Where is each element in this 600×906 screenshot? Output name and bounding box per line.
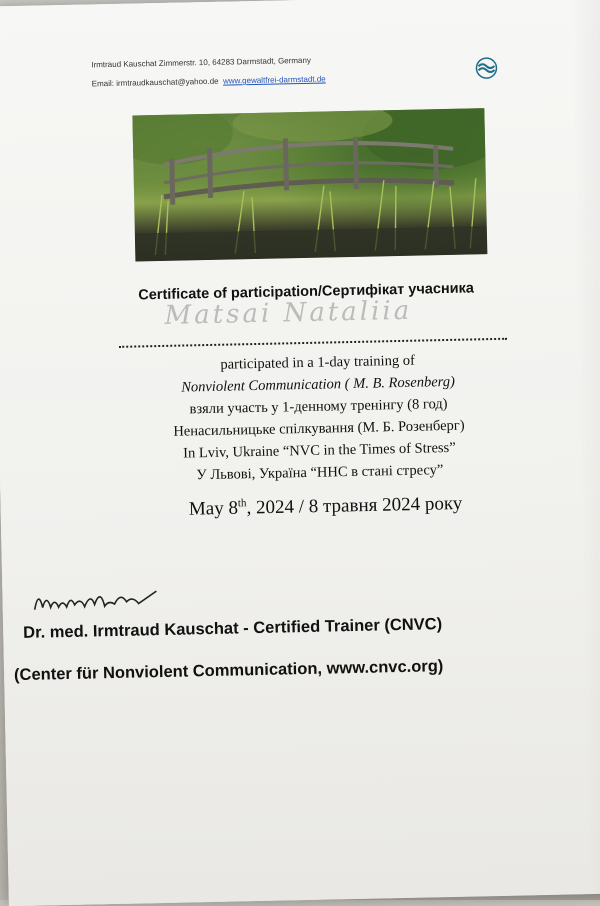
date-day: May 8 — [188, 497, 239, 520]
letterhead — [91, 55, 326, 88]
website-link[interactable]: www.gewaltfrei-darmstadt.de — [222, 74, 326, 86]
email-label: Email: — [91, 78, 115, 89]
garden-bridge-photo — [132, 108, 487, 261]
body-line: взяли участь у 1-денному тренінгу (8 год) — [189, 396, 448, 418]
circular-wave-logo-icon — [469, 56, 504, 85]
email-line — [92, 74, 326, 88]
signer-name: Dr. med. Irmtraud Kauschat - Certified Trainer (CNVC) — [23, 615, 443, 642]
date-rest: , 2024 / 8 травня 2024 року — [246, 493, 463, 519]
date-suffix: th — [237, 497, 247, 510]
body-line: У Львові, Україна “ННС в стані стресу” — [196, 462, 444, 484]
body-line: Nonviolent Communication ( M. B. Rosenberg) — [181, 373, 456, 396]
body-line: In Lviv, Ukraine “NVC in the Times of Stress” — [183, 439, 456, 462]
sender-address: Irmtraud Kauschat Zimmerstr. 10, 64283 Darmstadt, Germany — [91, 55, 311, 70]
certificate-body — [0, 345, 600, 490]
certificate-date — [0, 489, 600, 525]
organization-line: (Center für Nonviolent Communication, www.cnvc.org) — [13, 657, 444, 685]
email-address: irmtraudkauschat@yahoo.de — [116, 76, 219, 88]
participant-name: Matsai Nataliia — [164, 295, 413, 331]
body-line: participated in a 1-day training of — [220, 352, 415, 373]
handwritten-signature — [28, 581, 169, 620]
certificate-title: Certificate of participation/Сертифікат учасника — [138, 280, 475, 304]
body-line: Ненасильницьке спілкування (М. Б. Розенберг) — [173, 417, 465, 440]
